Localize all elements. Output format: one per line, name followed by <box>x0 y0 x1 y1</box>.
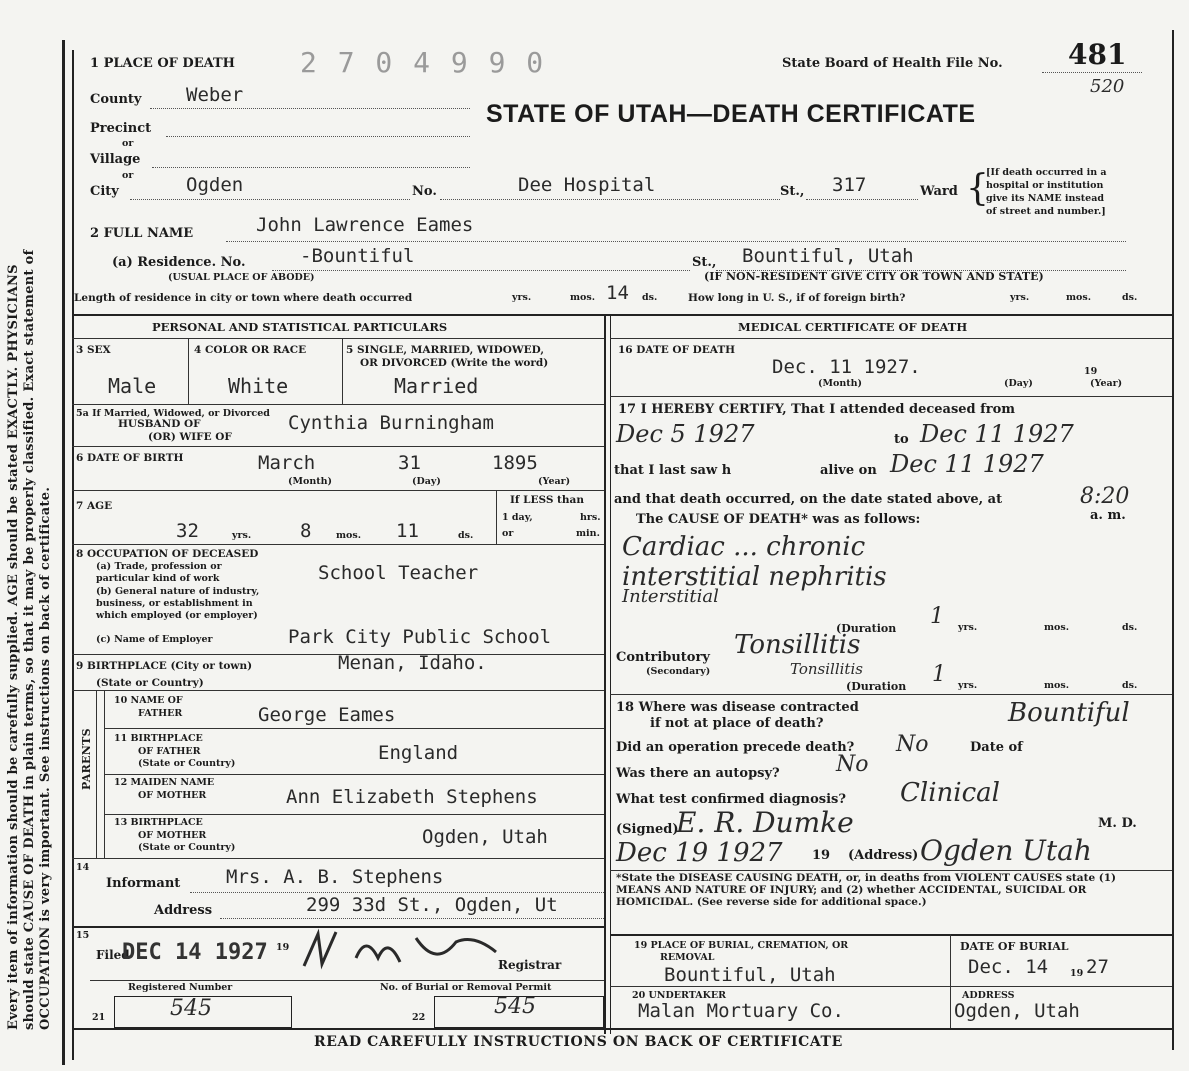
street-label: St., <box>780 184 805 199</box>
duration-yrs-2: yrs. <box>958 680 978 691</box>
duration-yrs: yrs. <box>958 622 978 633</box>
left-margin-rule <box>62 40 65 1065</box>
burial-place-value: Bountiful, Utah <box>664 964 836 986</box>
duration-mos-2: mos. <box>1044 680 1070 691</box>
birthplace-label: 9 BIRTHPLACE (City or town) <box>76 660 253 672</box>
usual-abode-caption: (USUAL PLACE OF ABODE) <box>168 272 315 283</box>
personal-heading: PERSONAL AND STATISTICAL PARTICULARS <box>152 320 448 334</box>
attended-to: Dec 11 1927 <box>920 420 1074 448</box>
duration-ds: ds. <box>1122 622 1138 633</box>
physician-signature: E. R. Dumke <box>676 806 854 839</box>
dob-year-caption: (Year) <box>538 476 571 487</box>
burial-permit-label: No. of Burial or Removal Permit <box>380 982 552 993</box>
informant-label: Informant <box>106 876 181 891</box>
contributory-value-2: Tonsillitis <box>790 660 863 678</box>
father-birthplace-label-1: 11 BIRTHPLACE <box>114 733 203 744</box>
physician-address-label: (Address) <box>848 848 919 863</box>
occupation-label: 8 OCCUPATION OF DECEASED <box>76 548 259 560</box>
sex-value: Male <box>108 374 157 398</box>
disease-contracted-label-2: if not at place of death? <box>650 716 824 731</box>
age-days: 11 <box>396 520 419 542</box>
ward-label: Ward <box>920 184 958 199</box>
or-label-2: or <box>122 170 134 181</box>
residence-label: (a) Residence. No. <box>112 255 246 270</box>
last-saw-date: Dec 11 1927 <box>890 450 1044 478</box>
autopsy-value: No <box>836 752 869 777</box>
operation-label: Did an operation precede death? <box>616 740 855 755</box>
occupation-b-1: (b) General nature of industry, <box>96 586 260 597</box>
date-of-death-label: 16 DATE OF DEATH <box>618 344 736 356</box>
side-instruction-line1: Every item of information should be carefully supplied. AGE should be stated EXACTLY. PHYSICIANS <box>6 264 21 1030</box>
burial-place-label-2: REMOVAL <box>660 952 715 963</box>
spouse-label-1: 5a If Married, Widowed, or Divorced <box>76 408 270 419</box>
alive-on-label: alive on <box>820 463 877 478</box>
physician-address-value: Ogden Utah <box>920 834 1092 867</box>
filed-label: Filed <box>96 948 130 962</box>
mother-name-label-1: 12 MAIDEN NAME <box>114 777 215 788</box>
operation-date-label: Date of <box>970 740 1023 755</box>
occupation-b-3: which employed (or employer) <box>96 610 258 621</box>
age-years: 32 <box>176 520 199 542</box>
city-label: City <box>90 184 119 199</box>
footer-instructions: READ CAREFULLY INSTRUCTIONS ON BACK OF CERTIFICATE <box>314 1034 843 1050</box>
dod-19: 19 <box>1084 366 1098 377</box>
attended-to-label: to <box>894 432 909 447</box>
marital-label-1: 5 SINGLE, MARRIED, WIDOWED, <box>346 344 545 356</box>
ward-brace: { <box>966 168 989 209</box>
cause-line-3: Interstitial <box>622 586 719 607</box>
father-birthplace-value: England <box>378 742 459 764</box>
spouse-label-3: (OR) WIFE OF <box>148 431 232 443</box>
place-of-death-label: 1 PLACE OF DEATH <box>90 56 235 71</box>
length-ds: ds. <box>642 292 658 303</box>
parents-label: PARENTS <box>80 728 93 790</box>
file-number-label: State Board of Health File No. <box>782 56 1003 71</box>
registered-number-value: 545 <box>170 996 212 1021</box>
spouse-label-2: HUSBAND OF <box>118 418 201 430</box>
occupation-a-1: (a) Trade, profession or <box>96 561 222 572</box>
certify-label: 17 I HEREBY CERTIFY, That I attended deceased from <box>618 402 1016 417</box>
cause-label: The CAUSE OF DEATH* was as follows: <box>636 512 921 527</box>
undertaker-value: Malan Mortuary Co. <box>638 1000 844 1022</box>
hospital-value: Dee Hospital <box>518 174 656 196</box>
length-yrs: yrs. <box>512 292 532 303</box>
marital-value: Married <box>394 374 479 398</box>
full-name-label: 2 FULL NAME <box>90 226 194 241</box>
village-label: Village <box>90 152 141 167</box>
form-left-border <box>72 50 74 1060</box>
street-value: 317 <box>832 174 867 196</box>
length-days-value: 14 <box>606 282 629 304</box>
dod-year-caption: (Year) <box>1090 378 1123 389</box>
mother-birthplace-label-3: (State or Country) <box>138 842 236 853</box>
occupation-b-2: business, or establishment in <box>96 598 253 609</box>
serial-number: 2 7 0 4 9 9 0 <box>300 46 546 79</box>
age-mos-label: mos. <box>336 530 362 541</box>
one-day-label: 1 day, <box>502 512 533 523</box>
us-mos: mos. <box>1066 292 1092 303</box>
grid-top-rule <box>72 314 1172 316</box>
mother-name-value: Ann Elizabeth Stephens <box>286 786 538 808</box>
burial-date-value: Dec. 14 <box>968 956 1049 978</box>
father-name-value: George Eames <box>258 704 396 726</box>
informant-address-label: Address <box>154 903 213 918</box>
employer-label: (c) Name of Employer <box>96 634 213 645</box>
item-22-number: 22 <box>412 1012 426 1023</box>
county-value: Weber <box>186 84 244 106</box>
registered-number-label: Registered Number <box>128 982 233 993</box>
sex-label: 3 SEX <box>76 344 111 356</box>
undertaker-label: 20 UNDERTAKER <box>632 990 727 1001</box>
burial-permit-value: 545 <box>494 994 536 1019</box>
ward-note-2: hospital or institution <box>986 180 1104 191</box>
md-label: M. D. <box>1098 816 1137 831</box>
us-ds: ds. <box>1122 292 1138 303</box>
father-birthplace-label-2: OF FATHER <box>138 746 201 757</box>
burial-19: 19 <box>1070 968 1084 979</box>
cause-footnote: *State the DISEASE CAUSING DEATH, or, in deaths from VIOLENT CAUSES state (1) MEANS AND NATURE OF INJURY; and (2) whether ACCIDENTAL, SUICIDAL OR HOMICIDAL. (See reverse side for additional space.) <box>616 872 1117 908</box>
test-value: Clinical <box>900 778 1000 808</box>
contributory-value: Tonsillitis <box>734 630 861 660</box>
burial-year-value: 27 <box>1086 956 1109 978</box>
filed-19: 19 <box>276 942 290 953</box>
nonresident-caption: (IF NON-RESIDENT GIVE CITY OR TOWN AND STATE) <box>704 270 1044 283</box>
test-label: What test confirmed diagnosis? <box>616 792 846 807</box>
dob-month: March <box>258 452 316 474</box>
age-months: 8 <box>300 520 312 542</box>
cause-line-1: Cardiac ... chronic <box>622 532 866 562</box>
form-right-border <box>1172 30 1174 1050</box>
father-birthplace-label-3: (State or Country) <box>138 758 236 769</box>
employer-value: Park City Public School <box>288 626 552 648</box>
side-instruction-line2: should state CAUSE OF DEATH in plain terms, so that it may be properly classified. Exact statement of <box>22 249 37 1030</box>
death-occurred-label: and that death occurred, on the date stated above, at <box>614 492 1003 507</box>
ward-note-1: [If death occurred in a <box>986 167 1107 178</box>
duration-value-2: 1 <box>932 662 946 687</box>
county-label: County <box>90 92 142 107</box>
dob-day-caption: (Day) <box>412 476 441 487</box>
grid-center-divider <box>604 314 606 1034</box>
informant-value: Mrs. A. B. Stephens <box>226 866 444 888</box>
occupation-value: School Teacher <box>318 562 479 584</box>
signed-label: (Signed) <box>616 822 679 837</box>
residence-street-label: St., <box>692 255 717 270</box>
side-instruction-line3: OCCUPATION is very important. See instructions on back of certificate. <box>38 486 53 1030</box>
duration-label: (Duration <box>836 622 897 635</box>
hours-label: hrs. <box>580 512 601 523</box>
less-than-label: If LESS than <box>510 494 584 506</box>
length-residence-label: Length of residence in city or town where death occurred <box>74 292 413 304</box>
birthplace-value: Menan, Idaho. <box>338 652 487 674</box>
precinct-label: Precinct <box>90 121 152 136</box>
dob-year: 1895 <box>492 452 538 474</box>
burial-place-label-1: 19 PLACE OF BURIAL, CREMATION, OR <box>634 940 849 951</box>
dob-month-caption: (Month) <box>288 476 333 487</box>
race-label: 4 COLOR OR RACE <box>194 344 307 356</box>
residence-city-value: Bountiful, Utah <box>742 245 914 267</box>
contributory-label: Contributory <box>616 650 710 665</box>
cause-line-2: interstitial nephritis <box>622 562 887 592</box>
number-label: No. <box>412 184 437 199</box>
full-name-value: John Lawrence Eames <box>256 214 474 236</box>
disease-contracted-value: Bountiful <box>1008 698 1130 728</box>
ward-note-4: of street and number.] <box>986 206 1106 217</box>
duration-ds-2: ds. <box>1122 680 1138 691</box>
duration-value: 1 <box>930 604 944 629</box>
item-14-number: 14 <box>76 862 90 873</box>
or-label-age: or <box>502 528 514 539</box>
disease-contracted-label-1: 18 Where was disease contracted <box>616 700 859 715</box>
length-mos: mos. <box>570 292 596 303</box>
occupation-a-2: particular kind of work <box>96 573 220 584</box>
age-label: 7 AGE <box>76 500 113 512</box>
informant-address-value: 299 33d St., Ogden, Ut <box>306 894 558 916</box>
dob-day: 31 <box>398 452 421 474</box>
dod-month-caption: (Month) <box>818 378 863 389</box>
age-yrs-label: yrs. <box>232 530 252 541</box>
signature-date: Dec 19 1927 <box>616 838 783 868</box>
autopsy-label: Was there an autopsy? <box>616 766 780 781</box>
medical-heading: MEDICAL CERTIFICATE OF DEATH <box>738 320 968 334</box>
file-number: 481 <box>1068 38 1127 71</box>
age-ds-label: ds. <box>458 530 474 541</box>
mother-birthplace-value: Ogden, Utah <box>422 826 548 848</box>
father-name-label-1: 10 NAME OF <box>114 695 183 706</box>
marital-label-2: OR DIVORCED (Write the word) <box>360 357 549 369</box>
us-residence-label: How long in U. S., if of foreign birth? <box>688 292 906 304</box>
residence-value: -Bountiful <box>300 245 415 267</box>
mother-birthplace-label-2: OF MOTHER <box>138 830 207 841</box>
mother-name-label-2: OF MOTHER <box>138 790 207 801</box>
last-saw-label: that I last saw h <box>614 463 732 478</box>
duration-label-2: (Duration <box>846 680 907 693</box>
filed-date-stamp: DEC 14 1927 <box>122 940 268 965</box>
undertaker-address-label: ADDRESS <box>962 990 1015 1001</box>
mother-birthplace-label-1: 13 BIRTHPLACE <box>114 817 203 828</box>
registrar-signature <box>296 928 506 972</box>
spouse-value: Cynthia Burningham <box>288 412 494 434</box>
dob-label: 6 DATE OF BIRTH <box>76 452 184 464</box>
race-value: White <box>228 374 289 398</box>
certificate-title: STATE OF UTAH—DEATH CERTIFICATE <box>486 100 976 128</box>
registrar-label: Registrar <box>498 958 562 972</box>
father-name-label-2: FATHER <box>138 708 183 719</box>
duration-mos: mos. <box>1044 622 1070 633</box>
item-15-number: 15 <box>76 930 90 941</box>
file-number-extra: 520 <box>1090 76 1125 97</box>
item-21-number: 21 <box>92 1012 106 1023</box>
burial-date-label: DATE OF BURIAL <box>960 940 1069 953</box>
sign-19: 19 <box>812 848 831 863</box>
us-yrs: yrs. <box>1010 292 1030 303</box>
time-of-death: 8:20 <box>1080 484 1130 509</box>
operation-value: No <box>896 732 929 757</box>
undertaker-address-value: Ogden, Utah <box>954 1000 1080 1022</box>
am-label: a. m. <box>1090 508 1126 523</box>
city-value: Ogden <box>186 174 244 196</box>
secondary-label: (Secondary) <box>646 666 711 677</box>
attended-from: Dec 5 1927 <box>616 420 755 448</box>
birthplace-sub-label: (State or Country) <box>96 677 204 689</box>
ward-note-3: give its NAME instead <box>986 193 1104 204</box>
or-label-1: or <box>122 138 134 149</box>
minutes-label: min. <box>576 528 600 539</box>
date-of-death-value: Dec. 11 1927. <box>772 356 921 378</box>
dod-day-caption: (Day) <box>1004 378 1033 389</box>
